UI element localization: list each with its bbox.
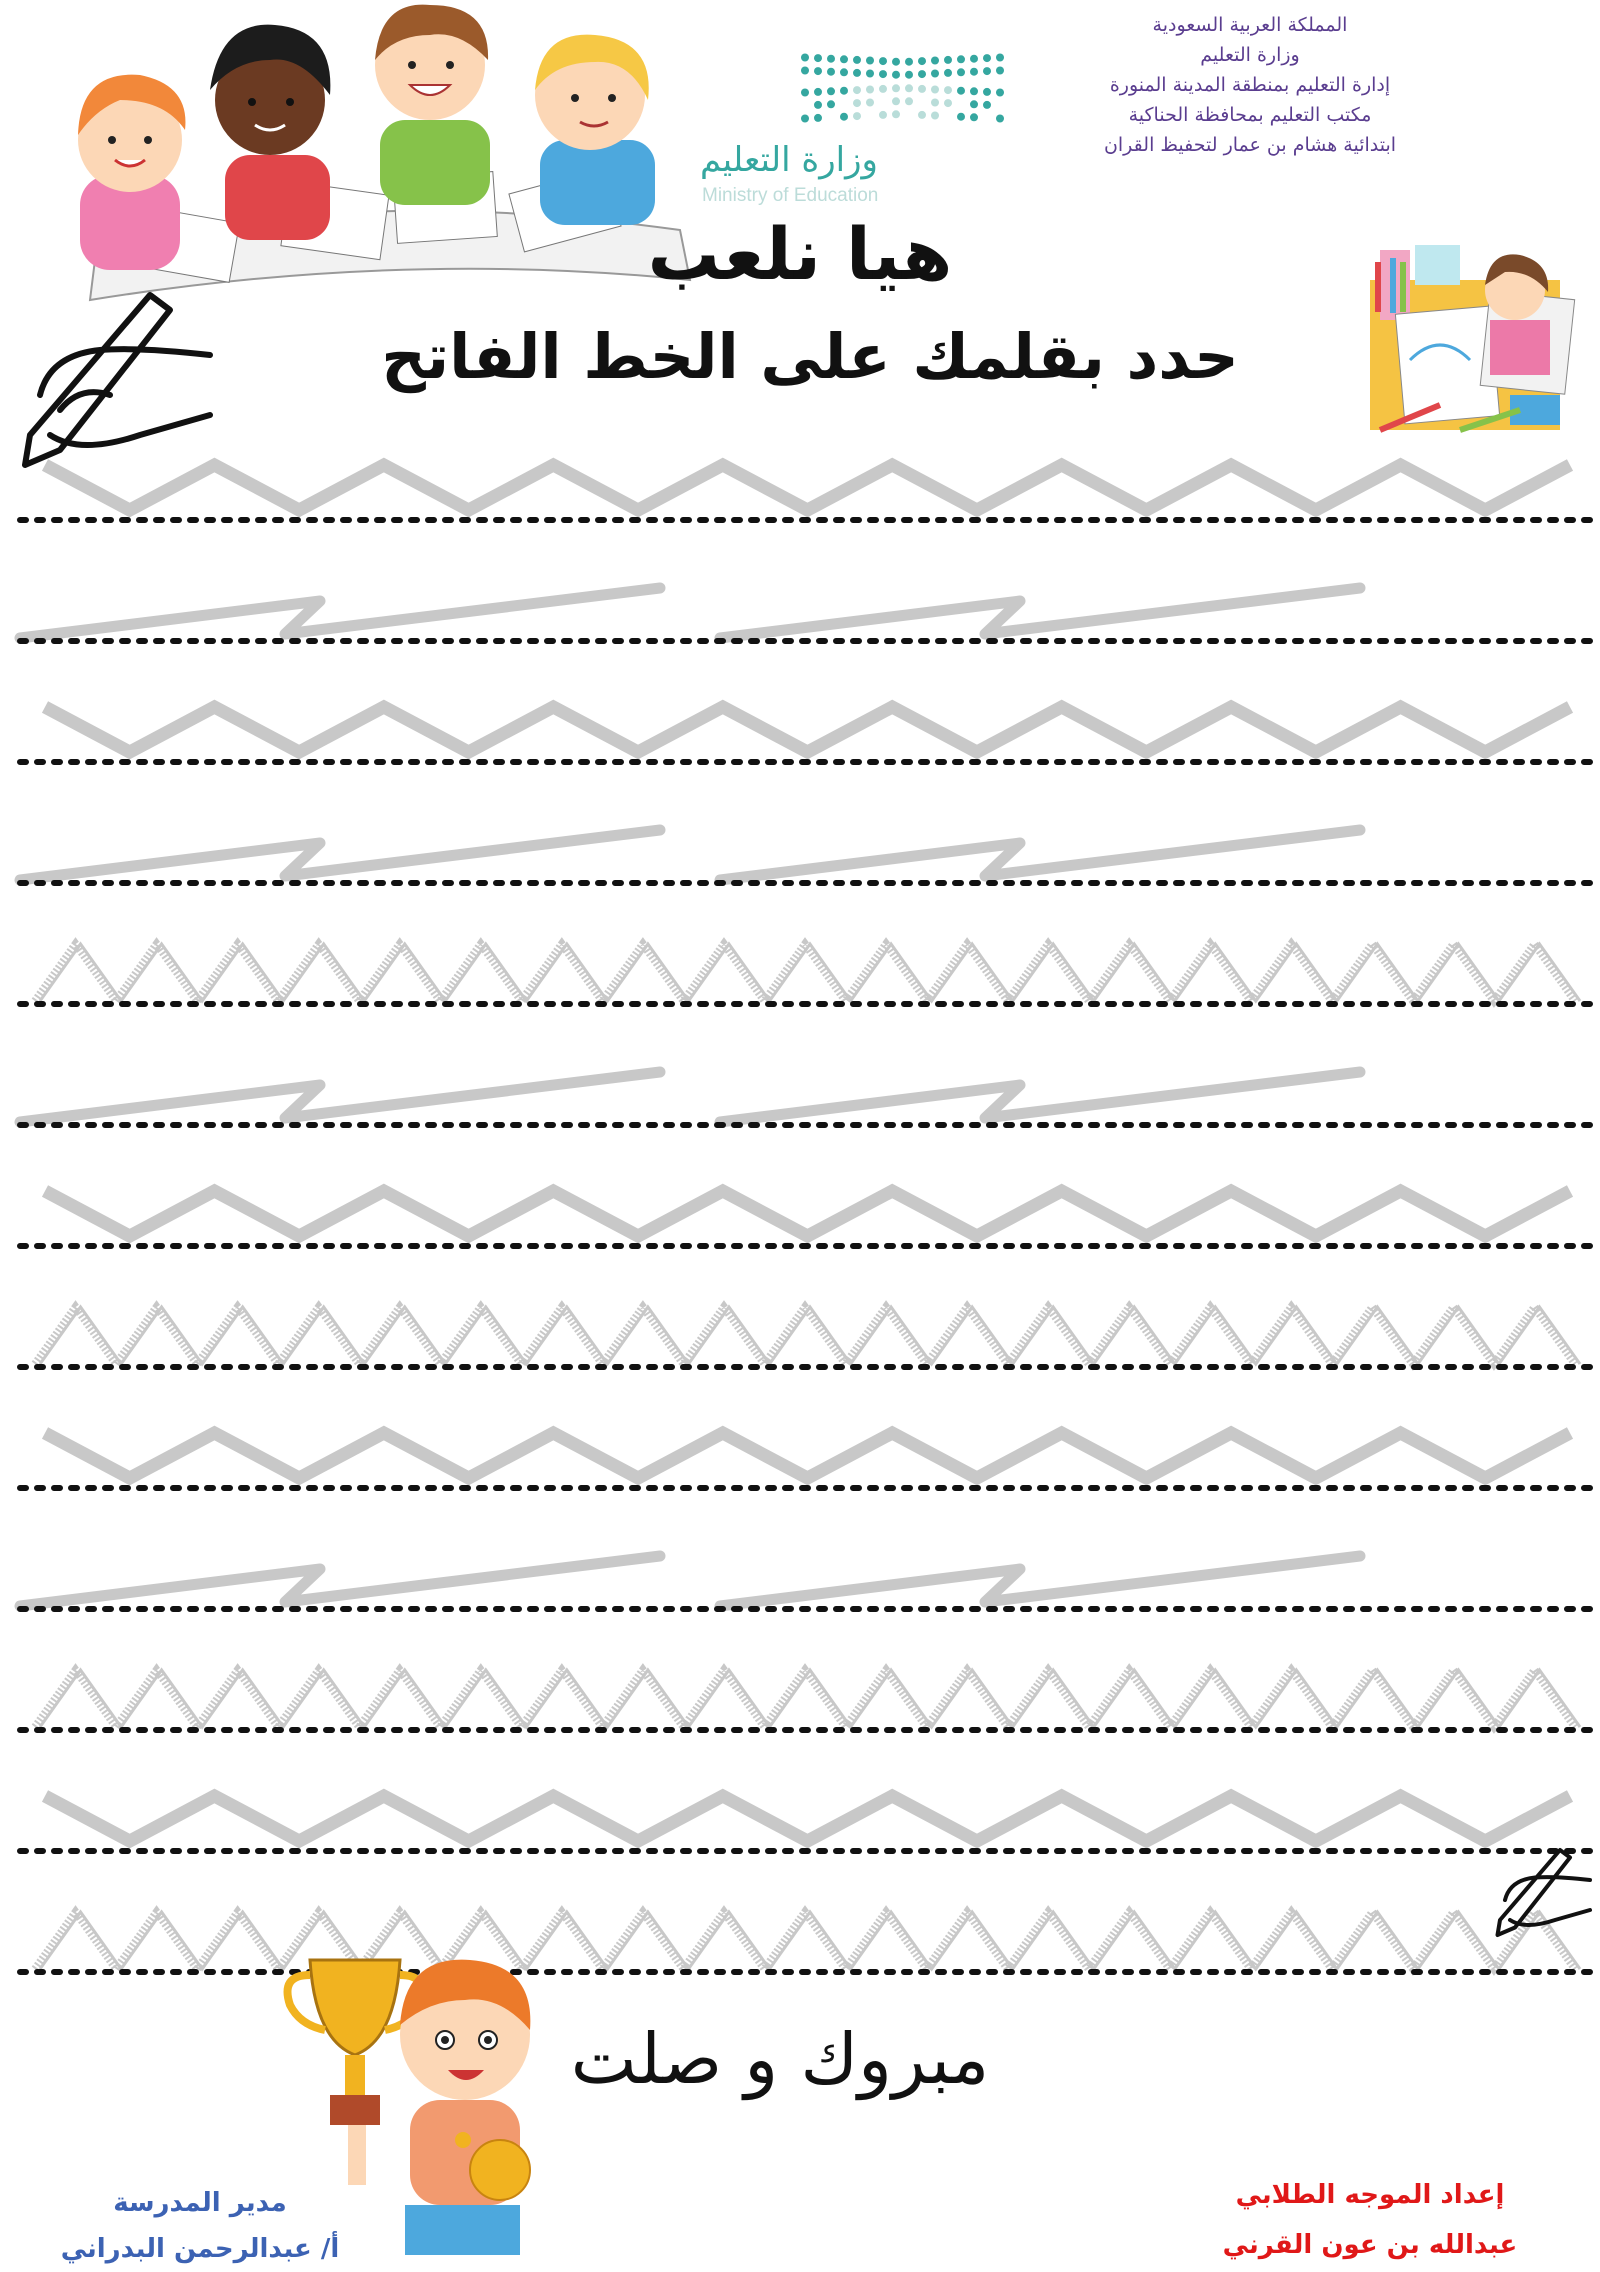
moe-logo-dot: [983, 67, 991, 75]
moe-logo-dot: [918, 111, 926, 119]
trace-path[interactable]: [720, 1072, 1360, 1122]
trace-row[interactable]: [20, 1433, 1595, 1488]
moe-logo-dot: [970, 87, 978, 95]
moe-logo-dot: [814, 88, 822, 96]
moe-logo-dot: [853, 99, 861, 107]
moe-logo-dot: [918, 85, 926, 93]
moe-logo-dot: [931, 99, 939, 107]
moe-logo-dot: [866, 57, 874, 65]
moe-logo-dot: [801, 115, 809, 123]
trace-path[interactable]: [720, 830, 1360, 880]
trace-row[interactable]: [20, 1796, 1595, 1851]
moe-logo-dot: [905, 84, 913, 92]
moe-logo-dot: [892, 71, 900, 79]
moe-logo-dot: [944, 86, 952, 94]
trace-path[interactable]: [20, 588, 660, 638]
moe-logo-dot: [931, 112, 939, 120]
moe-logo-dot: [840, 87, 848, 95]
org-line-country: المملكة العربية السعودية: [1152, 14, 1348, 36]
moe-logo-dot: [827, 68, 835, 76]
moe-logo-dot: [957, 68, 965, 76]
moe-logo-dot: [970, 68, 978, 76]
moe-logo-dot: [879, 70, 887, 78]
trace-path[interactable]: [45, 1796, 1570, 1841]
moe-logo-dot: [853, 112, 861, 120]
moe-logo-dot: [892, 110, 900, 118]
moe-logo-dot: [866, 99, 874, 107]
moe-logo-dot: [801, 89, 809, 97]
trace-path[interactable]: [45, 465, 1570, 510]
moe-logo-dot: [853, 69, 861, 77]
moe-logo-dot: [905, 97, 913, 105]
moe-logo-dot: [996, 89, 1004, 97]
trace-row[interactable]: [20, 944, 1595, 1004]
moe-logo-dot: [944, 56, 952, 64]
moe-logo-arabic: وزارة التعليم: [700, 140, 878, 180]
moe-logo-dot: [801, 67, 809, 75]
moe-logo-dot: [840, 55, 848, 63]
trace-row[interactable]: [20, 1307, 1595, 1367]
preparer-name: عبدالله بن عون القرني: [1222, 2230, 1518, 2260]
trace-row[interactable]: [20, 1191, 1595, 1246]
trace-path[interactable]: [45, 707, 1570, 752]
moe-logo-dot: [892, 97, 900, 105]
moe-logo-dot: [970, 100, 978, 108]
moe-logo-dot: [970, 113, 978, 121]
trace-row[interactable]: [20, 1670, 1595, 1730]
trace-row[interactable]: [20, 830, 1595, 883]
trace-path[interactable]: [20, 1072, 660, 1122]
moe-logo-dot: [892, 84, 900, 92]
moe-logo-dot: [957, 55, 965, 63]
moe-logo-dot: [801, 54, 809, 62]
trace-row[interactable]: [20, 1912, 1595, 1972]
moe-logo-dot: [918, 57, 926, 65]
moe-logo-dot: [983, 54, 991, 62]
moe-logo-dot: [996, 67, 1004, 75]
trace-rows: [20, 465, 1595, 1972]
moe-logo-icon: [801, 54, 1004, 123]
moe-logo-dot: [866, 86, 874, 94]
trace-path[interactable]: [45, 1433, 1570, 1478]
preparer-signature: [1160, 2170, 1580, 2270]
page-title: هيا نلعب: [647, 212, 953, 296]
trace-path[interactable]: [20, 830, 660, 880]
trace-row[interactable]: [20, 1556, 1595, 1609]
moe-logo-english: Ministry of Education: [702, 185, 879, 206]
moe-logo-dot: [905, 71, 913, 79]
moe-logo-dot: [840, 68, 848, 76]
org-line-school: ابتدائية هشام بن عمار لتحفيظ القران: [1103, 134, 1397, 156]
trace-path[interactable]: [720, 588, 1360, 638]
moe-logo-dot: [892, 58, 900, 66]
moe-logo-dot: [983, 88, 991, 96]
moe-logo-dot: [879, 111, 887, 119]
hand-writing-icon: [25, 295, 210, 465]
moe-logo-dot: [944, 69, 952, 77]
trace-row[interactable]: [20, 588, 1595, 641]
moe-logo-dot: [814, 114, 822, 122]
principal-title: مدير المدرسة: [113, 2188, 287, 2218]
moe-logo-dot: [957, 113, 965, 121]
moe-logo-dot: [827, 100, 835, 108]
moe-logo-dot: [866, 70, 874, 78]
moe-logo-dot: [957, 87, 965, 95]
moe-logo-dot: [827, 55, 835, 63]
moe-logo-dot: [827, 87, 835, 95]
trace-path[interactable]: [720, 1556, 1360, 1606]
trace-path[interactable]: [20, 1556, 660, 1606]
moe-logo-dot: [996, 115, 1004, 123]
moe-logo-dot: [918, 70, 926, 78]
moe-logo-dot: [853, 56, 861, 64]
moe-logo-dot: [944, 99, 952, 107]
moe-logo-dot: [879, 57, 887, 65]
moe-logo-dot: [814, 67, 822, 75]
trace-row[interactable]: [20, 707, 1595, 762]
moe-logo-dot: [931, 86, 939, 94]
preparer-title: إعداد الموجه الطلابي: [1235, 2180, 1505, 2210]
moe-logo-dot: [879, 85, 887, 93]
hand-writing-icon-small: [1498, 1850, 1591, 1935]
page-instructions: حدد بقلمك على الخط الفاتح: [381, 320, 1239, 393]
moe-logo-dot: [996, 54, 1004, 62]
org-line-office: مكتب التعليم بمحافظة الحناكية: [1128, 104, 1372, 126]
org-line-ministry: وزارة التعليم: [1200, 44, 1300, 66]
moe-logo-dot: [931, 70, 939, 78]
trace-row[interactable]: [20, 1072, 1595, 1125]
moe-logo-dot: [905, 58, 913, 66]
moe-logo-dot: [853, 86, 861, 94]
organization-header: [1020, 10, 1480, 160]
moe-logo-dot: [970, 55, 978, 63]
moe-logo-dot: [814, 101, 822, 109]
moe-logo-dot: [814, 54, 822, 62]
congrats-text: مبروك و صلت: [570, 2018, 990, 2100]
moe-logo-dot: [983, 101, 991, 109]
moe-logo-dot: [931, 57, 939, 65]
trace-path[interactable]: [45, 1191, 1570, 1236]
org-line-region: إدارة التعليم بمنطقة المدينة المنورة: [1109, 74, 1391, 96]
trace-row[interactable]: [20, 465, 1595, 520]
principal-name: أ/ عبدالرحمن البدراني: [60, 2234, 340, 2264]
moe-logo-dot: [840, 113, 848, 121]
principal-signature: [10, 2180, 390, 2272]
